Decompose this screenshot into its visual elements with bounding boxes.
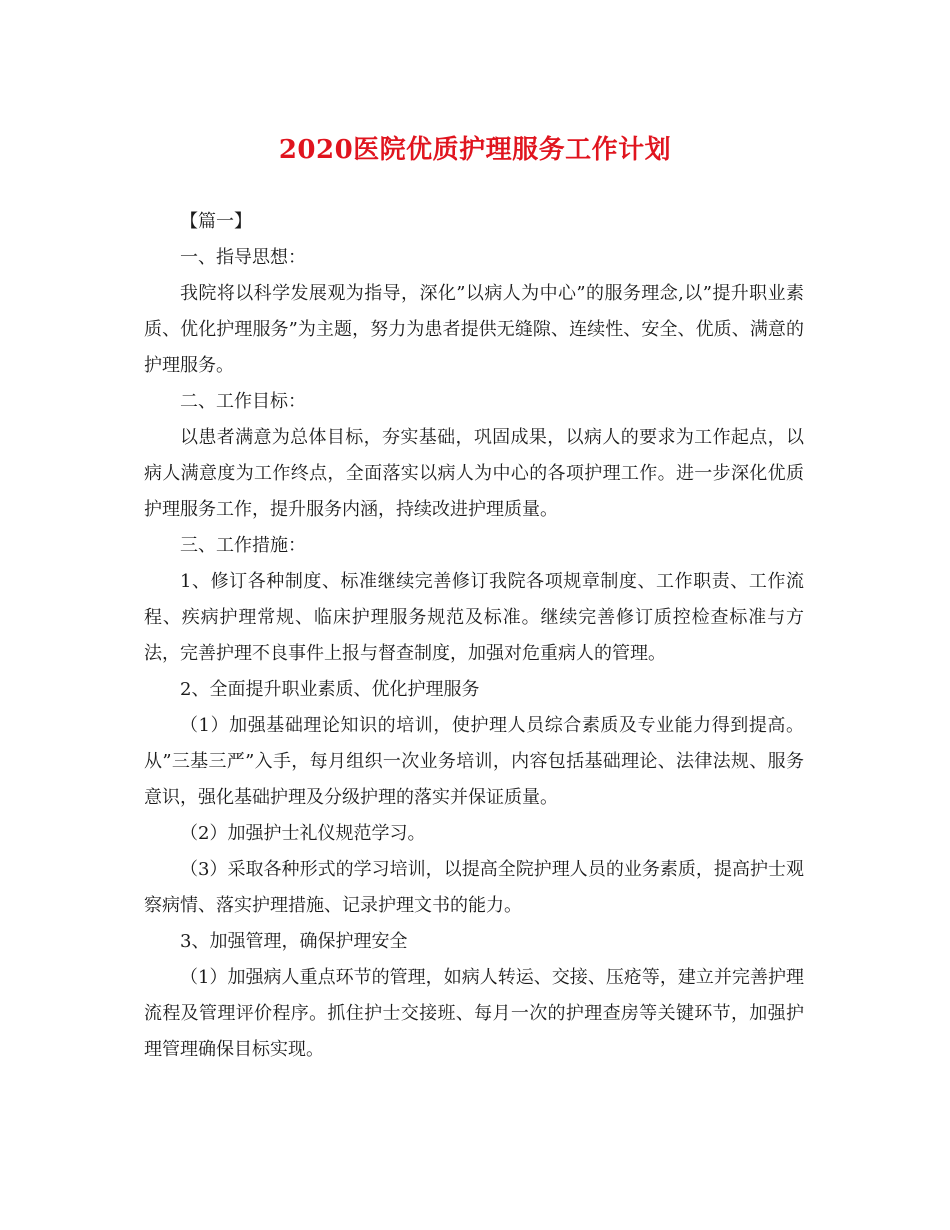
paragraph-measure-2-1: （1）加强基础理论知识的培训，使护理人员综合素质及专业能力得到提高。从”三基三严”入手，每月组织一次业务培训，内容包括基础理论、法律法规、服务意识，强化基础护理及分级护理的落实并保证质量。 [144,715,804,808]
heading-measure-3: 3、加强管理，确保护理安全 [180,931,408,952]
section-marker: 【篇一】 [180,211,252,232]
heading-work-measures: 三、工作措施： [180,535,306,556]
heading-guiding-ideology: 一、指导思想： [180,247,306,268]
heading-measure-2: 2、全面提升职业素质、优化护理服务 [180,679,480,700]
heading-work-goals: 二、工作目标： [180,391,306,412]
paragraph-measure-2-2: （2）加强护士礼仪规范学习。 [180,823,426,844]
paragraph-work-goals: 以患者满意为总体目标，夯实基础，巩固成果，以病人的要求为工作起点，以病人满意度为工作终点，全面落实以病人为中心的各项护理工作。进一步深化优质护理服务工作，提升服务内涵，持续改进护理质量。 [144,427,804,520]
paragraph-measure-3-1: （1）加强病人重点环节的管理，如病人转运、交接、压疮等，建立并完善护理流程及管理评价程序。抓住护士交接班、每月一次的护理查房等关键环节，加强护理管理确保目标实现。 [144,967,804,1060]
document-title: 2020医院优质护理服务工作计划 [278,135,672,165]
paragraph-guiding-ideology: 我院将以科学发展观为指导，深化”以病人为中心”的服务理念,以”提升职业素质、优化护理服务”为主题，努力为患者提供无缝隙、连续性、安全、优质、满意的护理服务。 [144,283,804,376]
document-body [144,204,804,1068]
paragraph-measure-2-3: （3）采取各种形式的学习培训，以提高全院护理人员的业务素质，提高护士观察病情、落实护理措施、记录护理文书的能力。 [144,859,804,916]
paragraph-measure-1: 1、修订各种制度、标准继续完善修订我院各项规章制度、工作职责、工作流程、疾病护理常规、临床护理服务规范及标准。继续完善修订质控检查标准与方法，完善护理不良事件上报与督查制度，加强对危重病人的管理。 [144,571,804,664]
